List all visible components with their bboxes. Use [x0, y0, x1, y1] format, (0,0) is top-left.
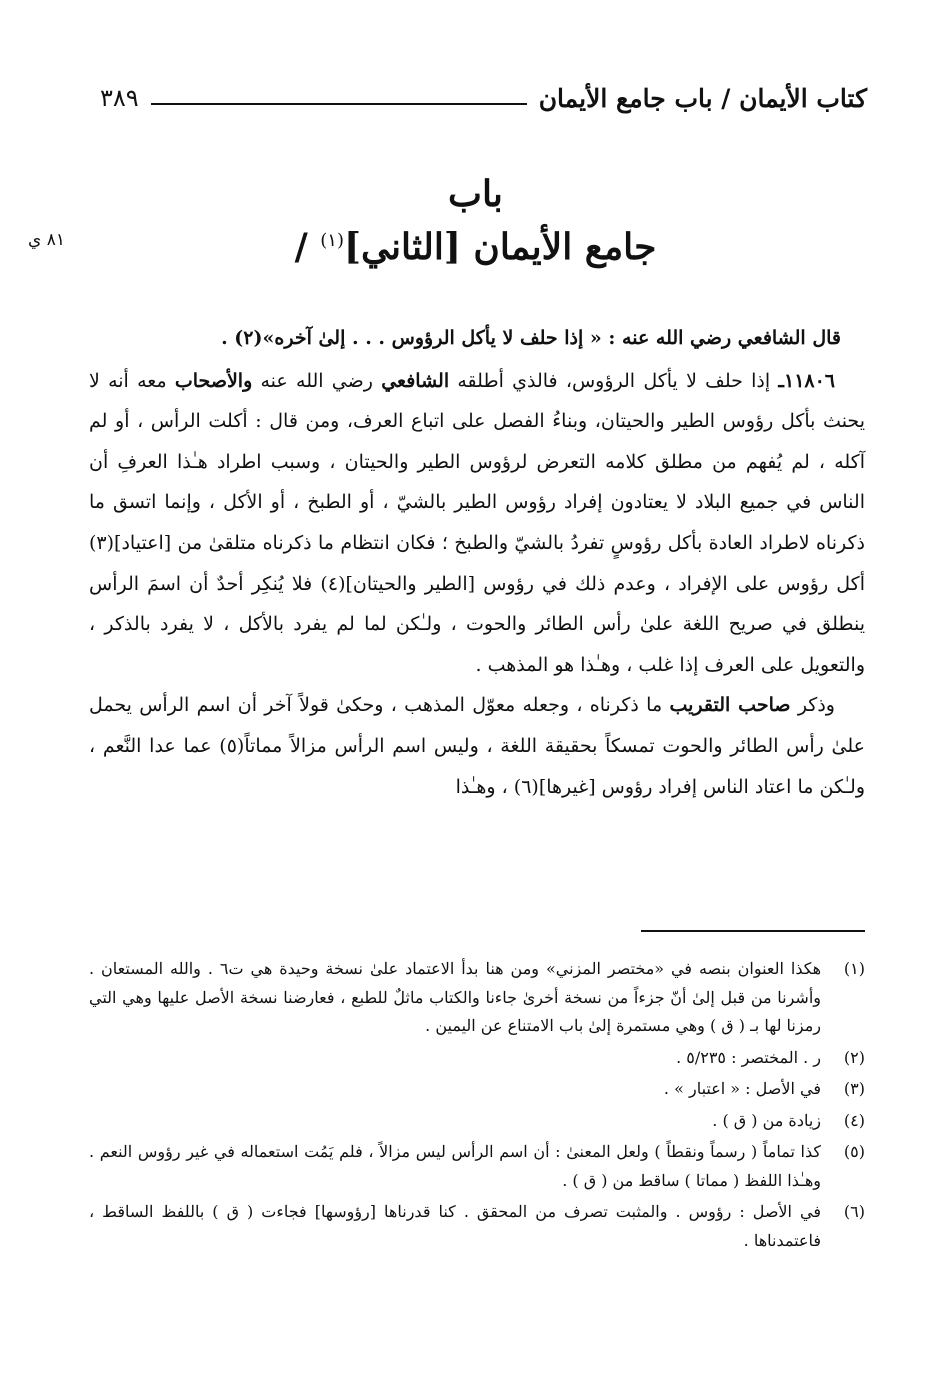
heading-slash: / [294, 226, 321, 268]
running-header [100, 78, 867, 118]
footnote-item [89, 955, 865, 1041]
page-number: ٣٨٩ [100, 84, 139, 112]
footnotes [89, 955, 865, 1258]
footnote-number: (٥) [843, 1142, 865, 1161]
footnote-number: (٢) [843, 1047, 865, 1067]
header-title: كتاب الأيمان / باب جامع الأيمان [538, 83, 867, 113]
footnote-number: (٦) [843, 1202, 865, 1221]
footnote-text: ر . المختصر : ٥/٢٣٥ . [676, 1047, 821, 1067]
quoted-statement: قال الشافعي رضي الله عنه : « إذا حلف لا يأكل الرؤوس . . . إلىٰ آخره»(٢) . [221, 327, 841, 349]
p1-text-e: معه أنه لا يحنث بأكل رؤوس الطير والحيتان، وبناءُ الفصل على اتباع العرف، ومن قال : أكلت الرأس ، أو لم آكله ، لم يُفهم من مطلق كلامه التعرض لرؤوس الطير والحيتان ، وسبب اطراد هـٰذا العرفِ أن الناس في جميع البلاد لا يعتادون إفراد رؤوس الطير بالشيّ ، أو الطبخ ، أو الأكل ، وإنما اتسق ما ذكرناه لاطراد العادة بأكل رؤوسٍ تفردُ بالشيّ والطبخ ؛ فكان انتظام ما ذكرناه متلقىٰ من [اعتياد](٣) أكل رؤوس على الإفراد ، وعدم ذلك في رؤوس [الطير والحيتان](٤) فلا يُنكِر أحدٌ أن اسمَ الرأس ينطلق في صريح اللغة علىٰ رأس الطائر والحوت ، ولـٰكن لما لم يفرد بالأكل ، لا يفرد بالذكر ، والتعويل على العرف إذا غلب ، وهـٰذا هو المذهب . [89, 369, 865, 676]
chapter-heading [0, 172, 951, 272]
footnote-divider [641, 930, 865, 932]
p2-bold-sahib: صاحب التقريب [669, 694, 791, 717]
heading-title-text: جامع الأيمان [الثاني] [344, 226, 657, 268]
p1-bold-shafii: الشافعي [381, 369, 450, 392]
paragraph-2 [89, 685, 865, 807]
footnote-item [89, 1198, 865, 1255]
footnote-text: في الأصل : رؤوس . والمثبت تصرف من المحقق . كنا قدرناها [رؤوسها] فجاءت ( ق ) باللفظ الساقط ، فاعتمدناها . [89, 1202, 822, 1250]
footnote-item [89, 1107, 865, 1136]
margin-note: ٨١ ي [28, 230, 65, 250]
heading-line-2 [0, 216, 951, 272]
footnote-number: (٣) [843, 1079, 865, 1098]
p2-text-a: وذكر [790, 694, 835, 717]
heading-line-1: باب [448, 173, 503, 215]
paragraph-1 [89, 361, 865, 686]
footnote-item [89, 1138, 865, 1195]
p1-bold-ashab: والأصحاب [174, 369, 253, 392]
footnote-text: في الأصل : « اعتبار » . [663, 1079, 821, 1098]
main-text [89, 318, 865, 807]
footnote-text: كذا تماماً ( رسماً ونقطاً ) ولعل المعنىٰ : أن اسم الرأس ليس مزالاً ، فلم يَمُت استعماله في غير رؤوس النعم . وهـٰذا اللفظ ( مماتا ) ساقط من ( ق ) . [89, 1142, 821, 1190]
footnote-text: زيادة من ( ق ) . [712, 1110, 821, 1130]
footnote-number: (٤) [843, 1110, 865, 1130]
footnote-text: هكذا العنوان بنصه في «مختصر المزني» ومن هنا بدأ الاعتماد علىٰ نسخة وحيدة هي ت٦ . والله المستعان . وأشرنا من قبل إلىٰ أنّ جزءاً من نسخة أخرىٰ جاءنا والكتاب ماثلٌ للطبع ، فعارضنا نسخة الأصل عليها وهي التي رمزنا لها بـ ( ق ) وهي مستمرة إلىٰ باب الامتناع عن اليمين . [89, 959, 822, 1035]
p2-text-c: ما ذكرناه ، وجعله معوّل المذهب ، وحكىٰ قولاً آخر أن اسم الرأس يحمل علىٰ رأس الطائر والحوت تمسكاً بحقيقة اللغة ، وليس اسم الرأس مزالاً مماتاً(٥) عما عدا النَّعم ، ولـٰكن ما اعتاد الناس إفراد رؤوس [غيرها](٦) ، وهـٰذا [89, 694, 866, 798]
p1-text-a: إذا حلف لا يأكل الرؤوس، فالذي أطلقه [449, 369, 779, 392]
p1-text-c: رضي الله عنه [252, 369, 382, 392]
footnote-item [89, 1075, 865, 1104]
footnote-number: (١) [843, 959, 865, 978]
heading-note-ref: (١) [320, 230, 344, 251]
footnote-item [89, 1044, 865, 1073]
paragraph-number: ١١٨٠٦ـ [778, 369, 836, 392]
header-rule [151, 103, 527, 105]
